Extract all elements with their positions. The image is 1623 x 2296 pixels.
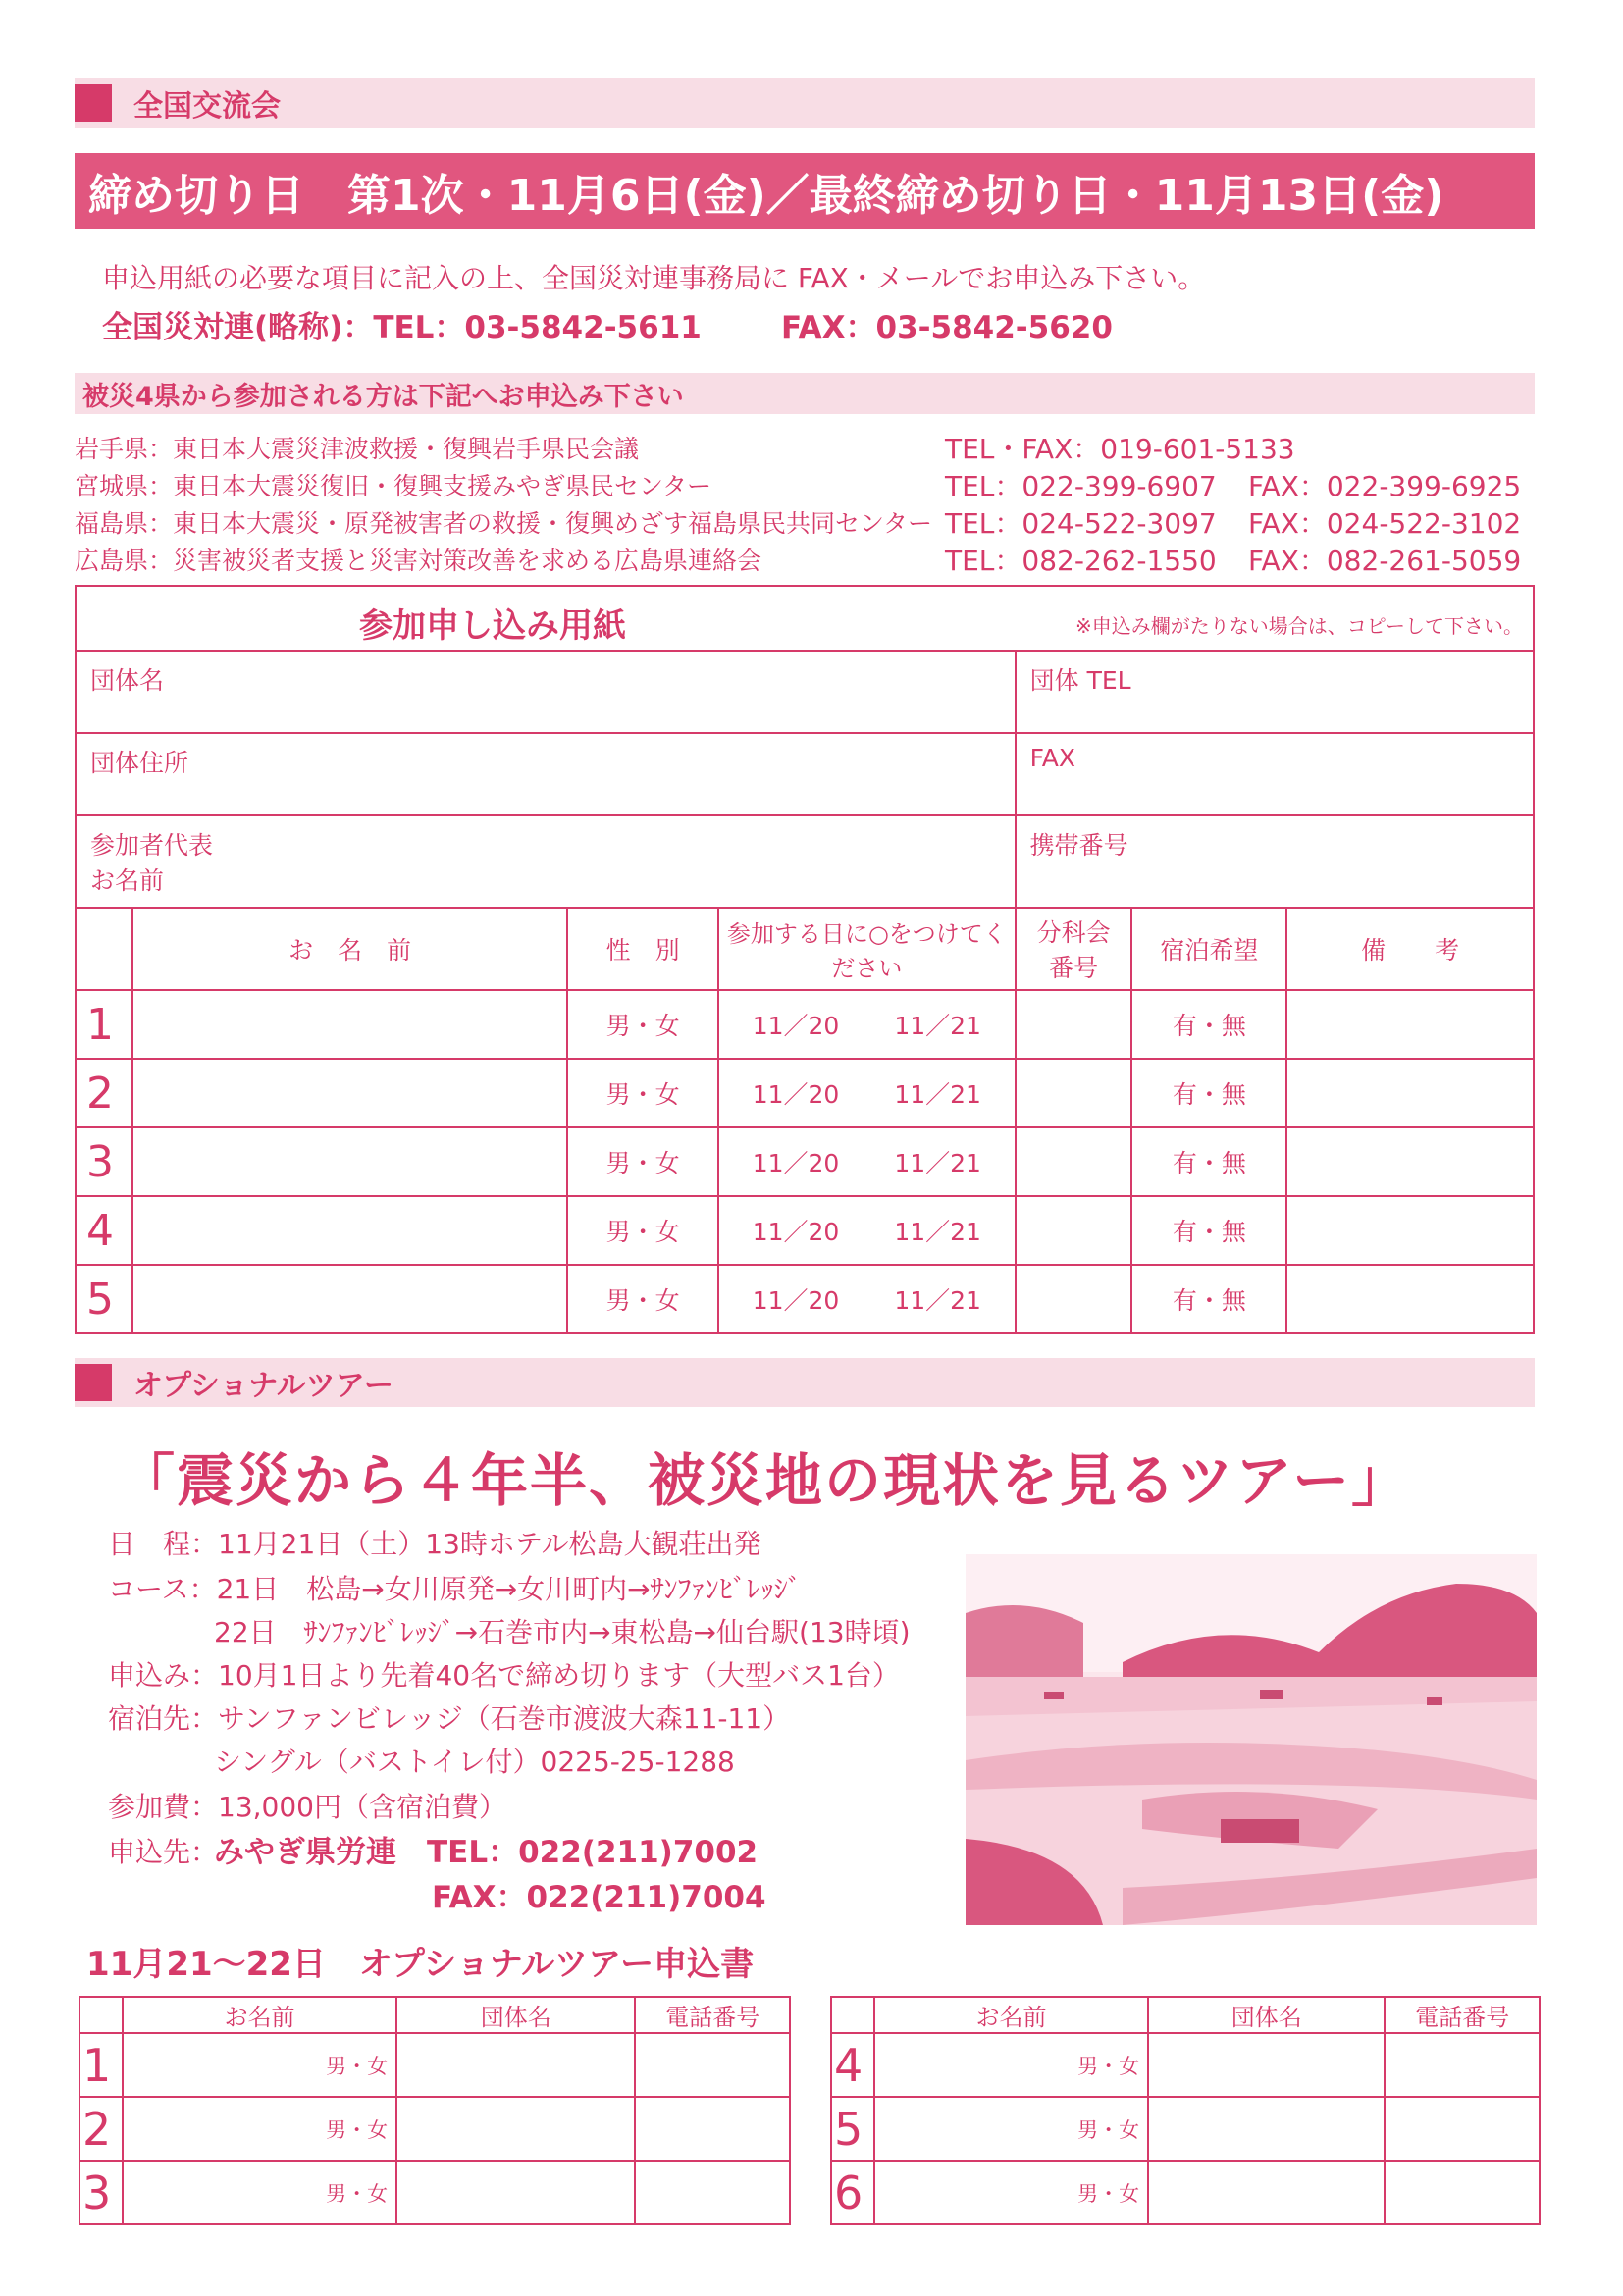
tour-header-name: お名前	[874, 1997, 1148, 2033]
tour-form-title: 11月21〜22日 オプショナルツアー申込書	[86, 1945, 755, 1984]
fax-field[interactable]	[1016, 733, 1534, 815]
header-days: 参加する日に○をつけてください	[718, 908, 1016, 990]
participant-row	[76, 1127, 1534, 1196]
header-session-line1: 分科会	[1036, 918, 1111, 947]
tour-row	[831, 2097, 1540, 2161]
tour-row	[79, 2097, 790, 2161]
group-name-field[interactable]	[76, 651, 1016, 733]
tour-sex-option[interactable]: 男・女	[123, 2161, 396, 2224]
group-address-label: 団体住所	[90, 749, 189, 777]
day-1121[interactable]: 11／21	[894, 1149, 981, 1177]
row-number: 4	[76, 1196, 132, 1265]
tour-row-number: 6	[831, 2161, 874, 2224]
tour-header-row	[79, 1997, 790, 2033]
lodging-option[interactable]: 有・無	[1131, 1127, 1286, 1196]
representative-label: 参加者代表	[90, 831, 214, 860]
disaster-area-photo	[966, 1554, 1537, 1925]
tour-title: 「震災から４年半、被災地の現状を見るツアー」	[118, 1447, 1411, 1514]
tour-form-right	[830, 1996, 1541, 2225]
form-title-row	[76, 586, 1534, 651]
section-header-tour	[75, 1358, 1535, 1407]
pref-fax-fukushima: FAX：024-522-3102	[1248, 507, 1522, 540]
tour-sex-option[interactable]: 男・女	[874, 2033, 1148, 2097]
intro-text: 申込用紙の必要な項目に記入の上、全国災対連事務局に FAX・メールでお申込み下さい。	[102, 262, 1206, 294]
tour-row-number: 3	[79, 2161, 123, 2224]
representative-field[interactable]	[76, 815, 1016, 908]
application-form	[75, 585, 1535, 1334]
tour-row	[831, 2161, 1540, 2224]
session-cell[interactable]	[1016, 1196, 1132, 1265]
tour-group-cell[interactable]	[396, 2033, 635, 2097]
session-cell[interactable]	[1016, 990, 1132, 1059]
tour-row-number: 1	[79, 2033, 123, 2097]
section-header-national	[75, 78, 1535, 128]
sex-option[interactable]: 男・女	[567, 1196, 718, 1265]
participant-row	[76, 990, 1534, 1059]
day-options[interactable]	[718, 1059, 1016, 1127]
header-notes: 備 考	[1286, 908, 1534, 990]
tour-phone-cell[interactable]	[635, 2097, 790, 2161]
tour-dest-label: 申込先：	[108, 1836, 219, 1868]
row-number: 2	[76, 1059, 132, 1127]
header-name: お 名 前	[132, 908, 567, 990]
tour-header-phone: 電話番号	[1385, 1997, 1540, 2033]
tour-header-group: 団体名	[396, 1997, 635, 2033]
section-title: 全国交流会	[133, 89, 281, 124]
tour-phone-cell[interactable]	[1385, 2033, 1540, 2097]
day-options[interactable]	[718, 1265, 1016, 1333]
pref-fax-miyagi: FAX：022-399-6925	[1248, 470, 1522, 502]
session-cell[interactable]	[1016, 1059, 1132, 1127]
tour-row	[79, 2033, 790, 2097]
group-tel-field[interactable]	[1016, 651, 1534, 733]
mobile-field[interactable]	[1016, 815, 1534, 908]
participant-header-row	[76, 908, 1534, 990]
header-lodging: 宿泊希望	[1131, 908, 1286, 990]
tour-sex-option[interactable]: 男・女	[123, 2097, 396, 2161]
tour-header-name: お名前	[123, 1997, 396, 2033]
contact-tel: 全国災対連(略称)：TEL：03-5842-5611	[102, 310, 702, 345]
tour-sex-option[interactable]: 男・女	[874, 2161, 1148, 2224]
tour-form-left	[79, 1996, 791, 2225]
day-1120[interactable]: 11／20	[752, 1080, 840, 1109]
participant-row	[76, 1265, 1534, 1333]
sex-option[interactable]: 男・女	[567, 1059, 718, 1127]
deadline-banner: 締め切り日 第1次・11月6日(金)／最終締め切り日・11月13日(金)	[75, 153, 1535, 229]
pref-tel-miyagi: TEL：022-399-6907	[945, 470, 1217, 502]
representative-name-label: お名前	[90, 866, 165, 895]
tour-group-cell[interactable]	[1148, 2097, 1385, 2161]
lodging-option[interactable]: 有・無	[1131, 1265, 1286, 1333]
tour-row	[831, 2033, 1540, 2097]
pref-org-hiroshima: 広島県：災害被災者支援と災害対策改善を求める広島県連絡会	[75, 547, 762, 575]
day-1120[interactable]: 11／20	[752, 1149, 840, 1177]
tour-header-row	[831, 1997, 1540, 2033]
section-marker-icon	[75, 1364, 112, 1401]
day-1120[interactable]: 11／20	[752, 1012, 840, 1040]
notes-cell[interactable]	[1286, 1059, 1534, 1127]
pref-tel-hiroshima: TEL：082-262-1550	[945, 545, 1217, 577]
tour-apply: 申込み：10月1日より先着40名で締め切ります（大型バス1台）	[108, 1659, 900, 1692]
photo-illustration	[966, 1554, 1537, 1925]
pref-org-fukushima: 福島県：東日本大震災・原発被害者の救援・復興めざす福島県民共同センター	[75, 509, 933, 538]
pref-org-miyagi: 宮城県：東日本大震災復旧・復興支援みやぎ県民センター	[75, 472, 712, 500]
name-cell[interactable]	[132, 1265, 567, 1333]
form-title: 参加申し込み用紙	[359, 606, 626, 646]
day-1121[interactable]: 11／21	[894, 1080, 981, 1109]
day-1121[interactable]: 11／21	[894, 1012, 981, 1040]
tour-header-group: 団体名	[1148, 1997, 1385, 2033]
lodging-option[interactable]: 有・無	[1131, 1196, 1286, 1265]
header-sex: 性 別	[567, 908, 718, 990]
group-tel-label: 団体 TEL	[1029, 666, 1131, 695]
tour-row-number: 5	[831, 2097, 874, 2161]
sex-option[interactable]: 男・女	[567, 1265, 718, 1333]
day-1120[interactable]: 11／20	[752, 1218, 840, 1246]
name-cell[interactable]	[132, 1196, 567, 1265]
participant-row	[76, 1059, 1534, 1127]
form-note: ※申込み欄がたりない場合は、コピーして下さい。	[1075, 614, 1523, 638]
sex-option[interactable]: 男・女	[567, 1127, 718, 1196]
contact-fax: FAX：03-5842-5620	[781, 310, 1113, 345]
mobile-label: 携帯番号	[1029, 831, 1128, 860]
tour-row-number: 4	[831, 2033, 874, 2097]
group-name-label: 団体名	[90, 666, 165, 695]
section-marker-icon	[75, 84, 112, 122]
tour-sex-option[interactable]: 男・女	[123, 2033, 396, 2097]
name-cell[interactable]	[132, 1127, 567, 1196]
tour-phone-cell[interactable]	[635, 2161, 790, 2224]
tour-row-number: 2	[79, 2097, 123, 2161]
pref-fax-hiroshima: FAX：082-261-5059	[1248, 545, 1522, 577]
tour-group-cell[interactable]	[396, 2161, 635, 2224]
name-cell[interactable]	[132, 990, 567, 1059]
day-options[interactable]	[718, 1196, 1016, 1265]
prefectures-heading: 被災4県から参加される方は下記へお申込み下さい	[75, 373, 1535, 414]
tour-group-cell[interactable]	[1148, 2033, 1385, 2097]
notes-cell[interactable]	[1286, 1196, 1534, 1265]
row-number: 1	[76, 990, 132, 1059]
notes-cell[interactable]	[1286, 1265, 1534, 1333]
sex-option[interactable]: 男・女	[567, 990, 718, 1059]
participant-row	[76, 1196, 1534, 1265]
tour-phone-cell[interactable]	[1385, 2097, 1540, 2161]
header-session	[1016, 908, 1132, 990]
header-session-line2: 番号	[1049, 954, 1099, 982]
notes-cell[interactable]	[1286, 990, 1534, 1059]
day-1120[interactable]: 11／20	[752, 1286, 840, 1315]
lodging-option[interactable]: 有・無	[1131, 1059, 1286, 1127]
tour-course-day1: コース：21日 松島→女川原発→女川町内→ｻﾝﾌｧﾝﾋﾞﾚｯｼﾞ	[108, 1573, 802, 1605]
day-options[interactable]	[718, 990, 1016, 1059]
session-cell[interactable]	[1016, 1127, 1132, 1196]
tour-phone-cell[interactable]	[635, 2033, 790, 2097]
group-address-field[interactable]	[76, 733, 1016, 815]
tour-dest-org: みやぎ県労連 TEL：022(211)7002	[214, 1835, 759, 1870]
tour-phone-cell[interactable]	[1385, 2161, 1540, 2224]
tour-header-no	[79, 1997, 123, 2033]
tour-group-cell[interactable]	[396, 2097, 635, 2161]
row-number: 5	[76, 1265, 132, 1333]
pref-tel-fukushima: TEL：024-522-3097	[945, 507, 1217, 540]
tour-sex-option[interactable]: 男・女	[874, 2097, 1148, 2161]
tour-row	[79, 2161, 790, 2224]
day-options[interactable]	[718, 1127, 1016, 1196]
pref-tel-iwate: TEL・FAX：019-601-5133	[945, 433, 1295, 465]
tour-schedule: 日 程：11月21日（土）13時ホテル松島大観荘出発	[108, 1528, 761, 1560]
fax-label: FAX	[1029, 744, 1075, 772]
tour-header-phone: 電話番号	[635, 1997, 790, 2033]
tour-group-cell[interactable]	[1148, 2161, 1385, 2224]
session-cell[interactable]	[1016, 1265, 1132, 1333]
tour-lodging: 宿泊先：サンファンビレッジ（石巻市渡波大森11-11）	[108, 1702, 791, 1735]
lodging-option[interactable]: 有・無	[1131, 990, 1286, 1059]
section-title: オプショナルツアー	[133, 1369, 393, 1403]
name-cell[interactable]	[132, 1059, 567, 1127]
row-number: 3	[76, 1127, 132, 1196]
tour-header-no	[831, 1997, 874, 2033]
header-no	[76, 908, 132, 990]
day-1121[interactable]: 11／21	[894, 1218, 981, 1246]
tour-fee: 参加費：13,000円（含宿泊費）	[108, 1791, 506, 1823]
tour-course-day2: 22日 ｻﾝﾌｧﾝﾋﾞﾚｯｼﾞ→石巻市内→東松島→仙台駅(13時頃)	[214, 1616, 911, 1648]
day-1121[interactable]: 11／21	[894, 1286, 981, 1315]
tour-dest-fax: FAX：022(211)7004	[432, 1880, 766, 1915]
notes-cell[interactable]	[1286, 1127, 1534, 1196]
tour-lodging-detail: シングル（バストイレ付）0225-25-1288	[214, 1746, 735, 1778]
pref-org-iwate: 岩手県：東日本大震災津波救援・復興岩手県民会議	[75, 435, 640, 463]
